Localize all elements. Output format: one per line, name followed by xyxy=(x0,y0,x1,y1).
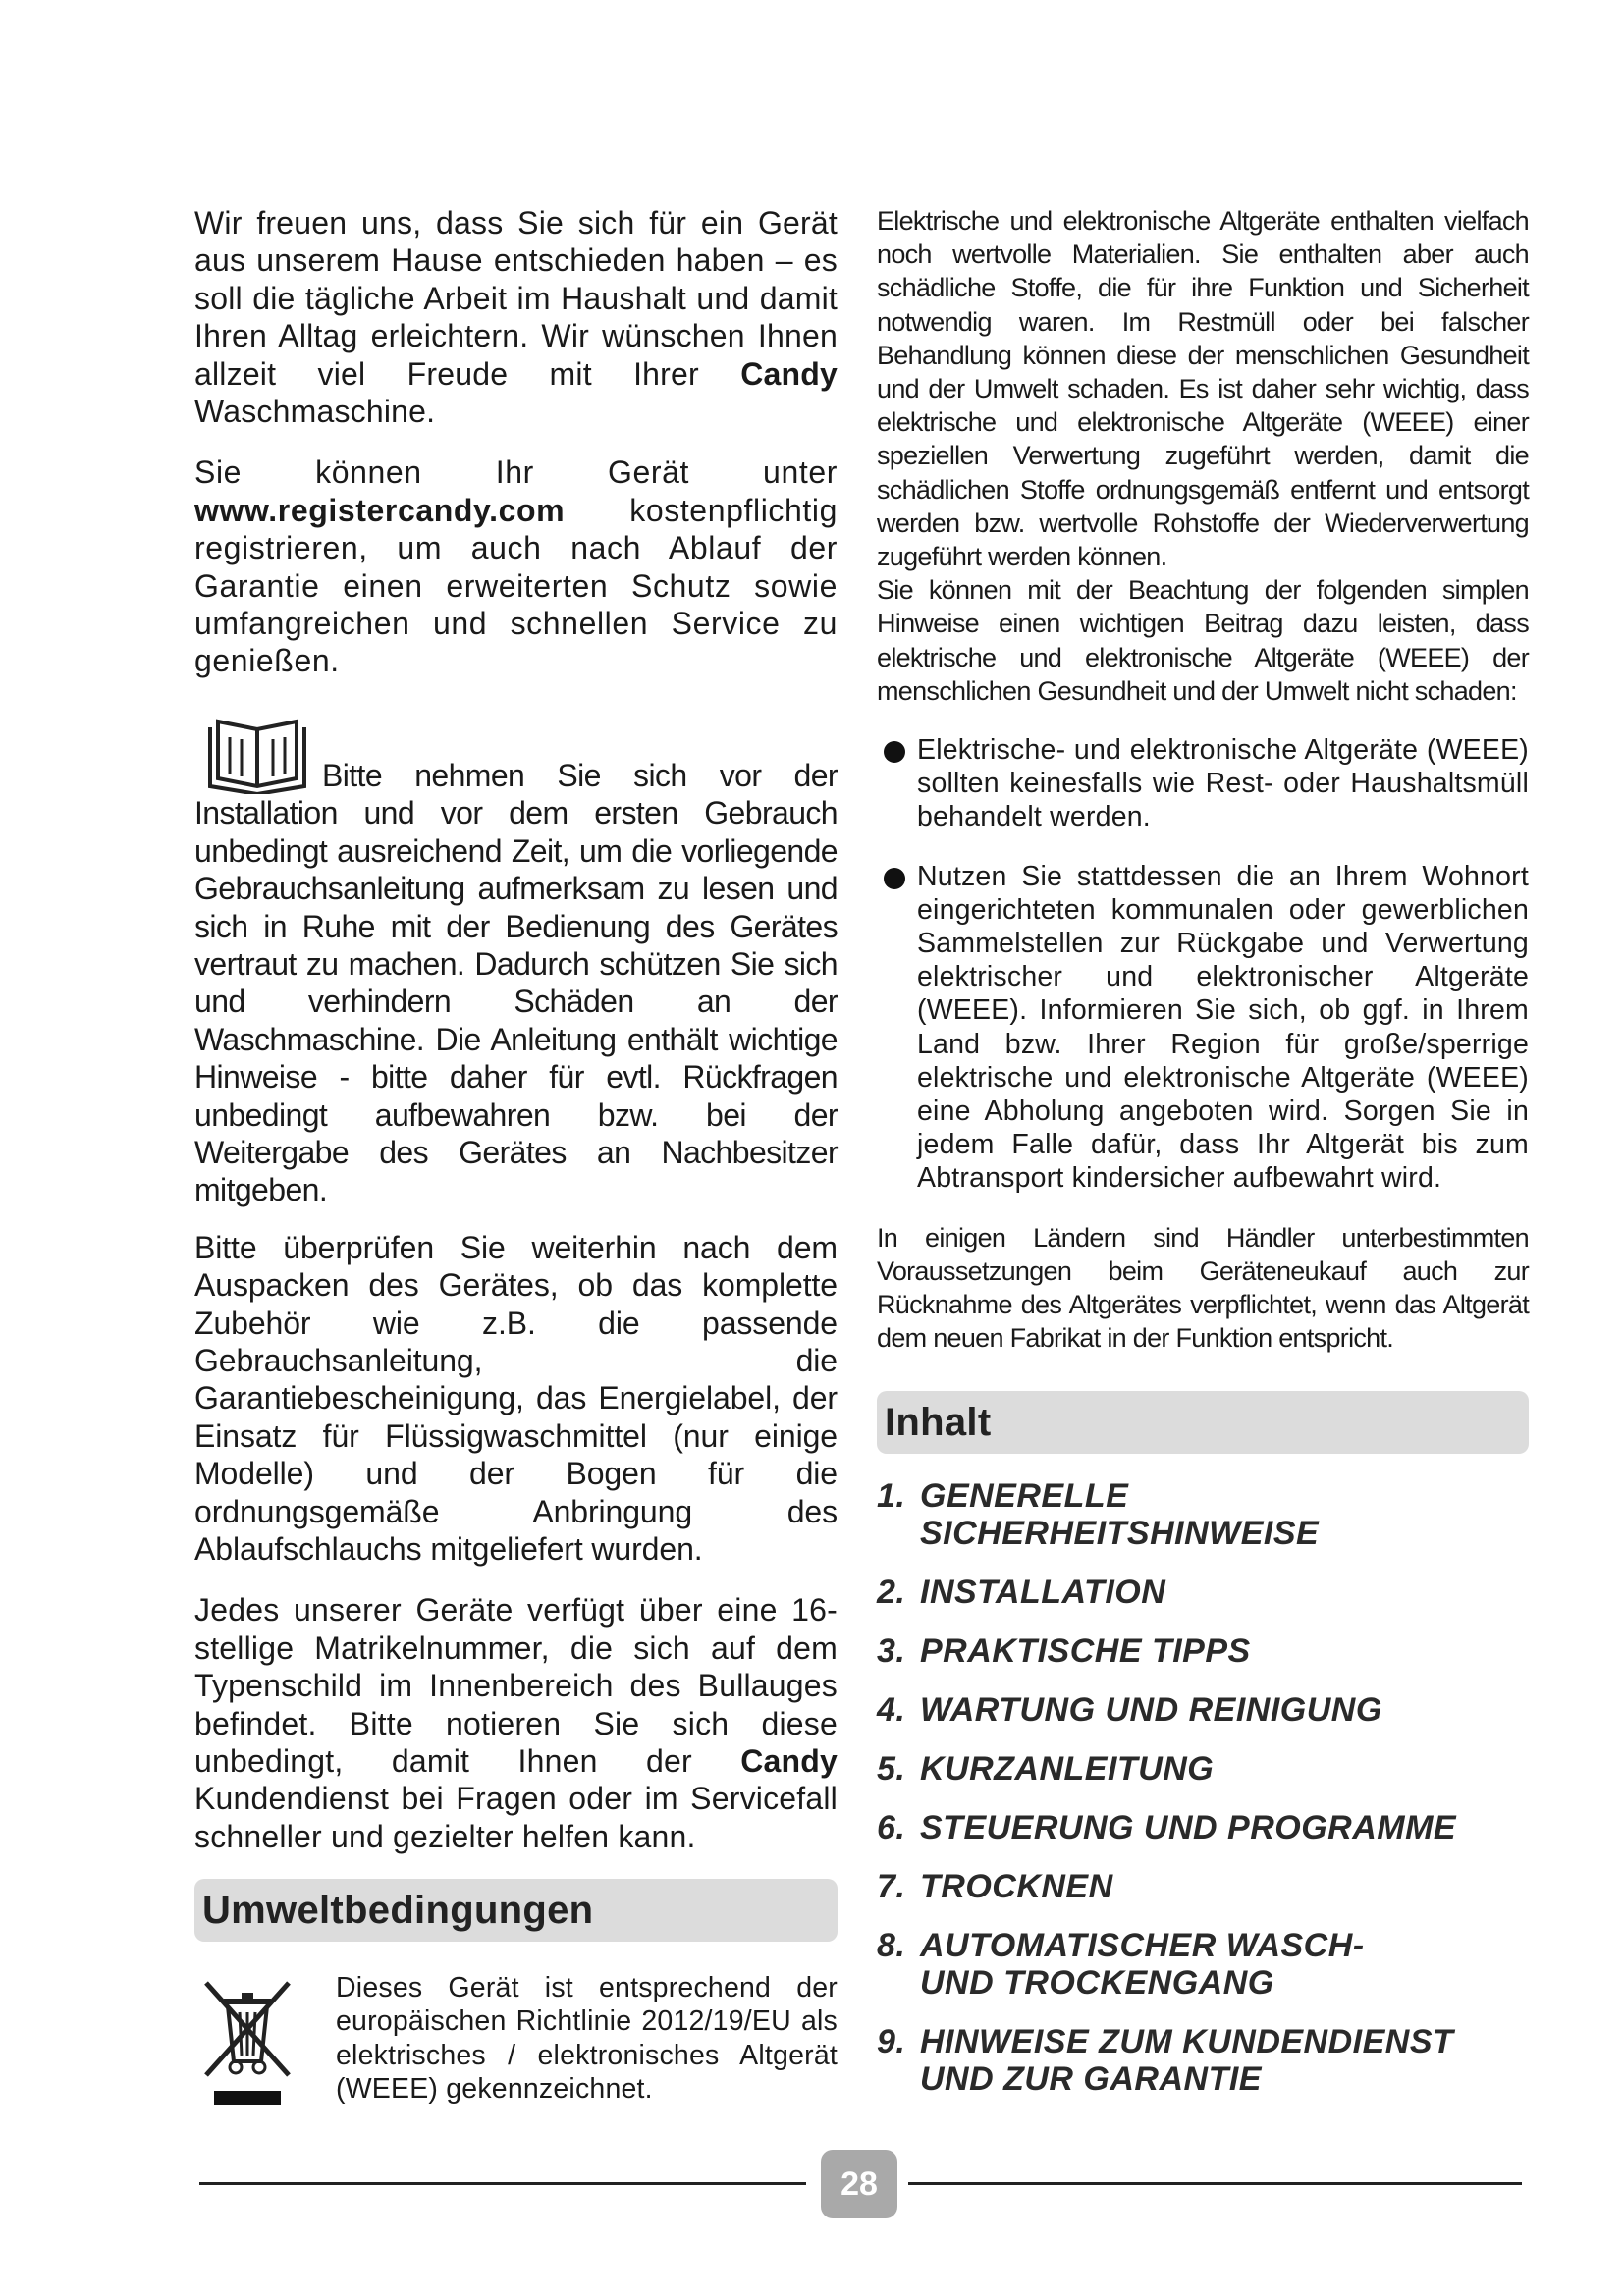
right-column xyxy=(877,204,1529,2098)
toc-item-9[interactable]: 9. HINWEISE ZUM KUNDENDIENST UND ZUR GARANTIE xyxy=(877,2022,1454,2098)
recycling-paragraph: Elektrische und elektronische Altgeräte enthalten vielfach noch wertvolle Materialien. Sie enthalten aber auch schädliche Stoffe, die für ihre Funktion und Sicherheit notwendig waren. Im Restmüll oder bei falscher Behandlung können diese der menschlichen Gesundheit und der Umwelt schaden. Es ist daher sehr wichtig, dass elektrische und elektronische Altgeräte (WEEE) einer speziellen Verwertung zugeführt werden, damit die schädlichen Stoffe ordnungsgemäß entfernt und entsorgt werden bzw. wertvolle Rohstoffe der Wiederverwertung zugeführt werden können. xyxy=(877,206,1529,572)
retailer-paragraph: In einigen Ländern sind Händler unterbestimmten Voraussetzungen beim Geräteneukauf auch zur Rücknahme des Altgerätes verpflichtet, wenn das Altgerät dem neuen Fabrikat in der Funktion entspricht. xyxy=(877,1222,1529,1354)
bullet-dot-icon xyxy=(884,868,905,889)
weee-text: Dieses Gerät ist entsprechend der europäischen Richtlinie 2012/19/EU als elektrisches / elektronisches Altgerät (WEEE) gekennzeichnet. xyxy=(336,1972,838,2105)
page-number: 28 xyxy=(821,2150,897,2218)
brand-name: Candy xyxy=(740,1743,838,1780)
bullet-dot-icon xyxy=(884,741,905,763)
weee-notice xyxy=(194,1971,838,2109)
accessories-paragraph: Bitte überprüfen Sie weiterhin nach dem Auspacken des Gerätes, ob das komplette Zubehör wie z.B. die passende Gebrauchsanleitung, die Garantiebescheinigung, das Energielabel, der Einsatz für Flüssigwaschmittel (nur einige Modelle) und der Bogen für die ordnungsgemäße Anbringung des Ablaufschlauchs mitgeliefert wurden. xyxy=(194,1229,838,1567)
book-icon xyxy=(204,710,310,794)
toc-item-3[interactable]: 3. PRAKTISCHE TIPPS xyxy=(877,1631,1251,1670)
table-of-contents xyxy=(877,1477,1529,2098)
crossed-bin-icon xyxy=(194,1971,300,2109)
toc-item-8[interactable]: 8. AUTOMATISCHER WASCH- UND TROCKENGANG xyxy=(877,1926,1365,2002)
registration-link[interactable]: www.registercandy.com xyxy=(194,492,566,528)
brand-name: Candy xyxy=(740,355,838,392)
read-manual-paragraph: Bitte nehmen Sie sich vor der Installation und vor dem ersten Gebrauch unbedingt ausreichend Zeit, um die vorliegende Gebrauchsanleitung aufmerksam zu lesen und sich in Ruhe mit der Bedienung des Gerätes vertraut zu machen. Dadurch schützen Sie sich und verhindern Schäden an der Waschmaschine. Die Anleitung enthält wichtige Hinweise - bitte daher für evtl. Rückfragen unbedingt aufbewahren bzw. bei der Weitergabe des Gerätes an Nachbesitzer mitgeben. xyxy=(194,710,838,1209)
footer-rule-left xyxy=(199,2182,806,2185)
toc-item-1[interactable]: 1. GENERELLE SICHERHEITSHINWEISE xyxy=(877,1476,1320,1552)
bullet-item: Nutzen Sie stattdessen die an Ihrem Wohnort eingerichteten kommunalen oder gewerblichen Sammelstellen zur Rückgabe und Verwertung elektrischer und elektronischer Altgeräte (WEEE). Informieren Sie sich, ob ggf. in Ihrem Land bzw. Ihrer Region für große/sperrige elektrische und elektronische Altgeräte (WEEE) eine Abholung angeboten wird. Sorgen Sie in jedem Falle dafür, dass Ihr Altgerät bis zum Abtransport kindersicher aufbewahrt wird. xyxy=(877,860,1529,1196)
registration-paragraph: Sie können Ihr Gerät unter www.registercandy.com kostenpflichtig registrieren, um auch nach Ablauf der Garantie einen erweiterten Schutz sowie umfangreichen und schnellen Service zu genießen. xyxy=(194,454,838,679)
serial-number-paragraph: Jedes unserer Geräte verfügt über eine 16-stellige Matrikelnummer, die sich auf dem Typenschild im Innenbereich des Bullauges befindet. Bitte notieren Sie sich diese unbedingt, damit Ihnen der Candy Kundendienst bei Fragen oder im Servicefall schneller und gezielter helfen kann. xyxy=(194,1592,838,1854)
environment-heading: Umweltbedingungen xyxy=(194,1879,838,1942)
left-column xyxy=(194,204,838,2109)
toc-item-5[interactable]: 5. KURZANLEITUNG xyxy=(877,1749,1215,1788)
toc-item-4[interactable]: 4. WARTUNG UND REINIGUNG xyxy=(877,1690,1382,1729)
footer-rule-right xyxy=(908,2182,1522,2185)
contribution-paragraph: Sie können mit der Beachtung der folgenden simplen Hinweise einen wichtigen Beitrag dazu leisten, dass elektrische und elektronische Altgeräte (WEEE) der menschlichen Gesundheit und der Umwelt nicht schaden: xyxy=(877,575,1529,706)
bullet-item: Elektrische- und elektronische Altgeräte (WEEE) sollten keinesfalls wie Rest- oder Haushaltsmüll behandelt werden. xyxy=(877,733,1529,834)
toc-item-7[interactable]: 7. TROCKNEN xyxy=(877,1867,1113,1905)
toc-item-2[interactable]: 2. INSTALLATION xyxy=(877,1573,1166,1611)
toc-item-6[interactable]: 6. STEUERUNG UND PROGRAMME xyxy=(877,1808,1457,1846)
contents-heading: Inhalt xyxy=(877,1391,1529,1454)
intro-paragraph: Wir freuen uns, dass Sie sich für ein Gerät aus unserem Hause entschieden haben – es soll die tägliche Arbeit im Haushalt und damit Ihren Alltag erleichtern. Wir wünschen Ihnen allzeit viel Freude mit Ihrer Candy Waschmaschine. xyxy=(194,205,838,430)
